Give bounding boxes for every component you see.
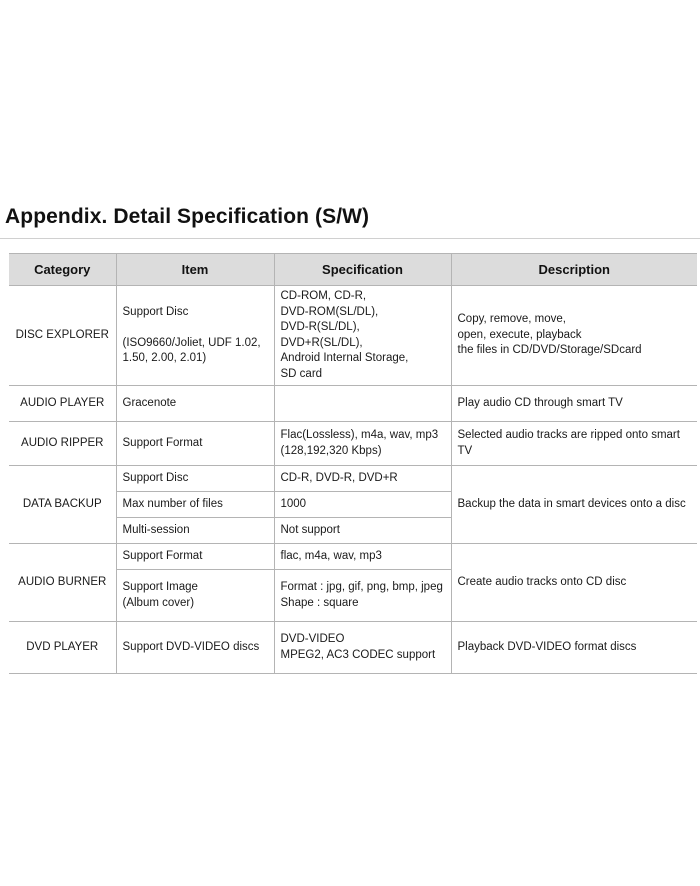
header-item: Item <box>116 254 274 286</box>
table-row <box>9 286 697 386</box>
description-cell: Play audio CD through smart TV <box>451 386 697 422</box>
page-title: Appendix. Detail Specification (S/W) <box>5 205 370 228</box>
item-cell: Gracenote <box>116 386 274 422</box>
category-cell: DATA BACKUP <box>9 466 116 544</box>
category-cell: DVD PLAYER <box>9 622 116 674</box>
table-row <box>9 466 697 492</box>
item-cell: Support Image (Album cover) <box>116 570 274 622</box>
item-cell: Max number of files <box>116 492 274 518</box>
spec-cell: CD-R, DVD-R, DVD+R <box>274 466 451 492</box>
description-cell: Copy, remove, move, open, execute, playback the files in CD/DVD/Storage/SDcard <box>451 286 697 386</box>
table-row <box>9 386 697 422</box>
spec-table <box>9 253 697 674</box>
category-cell: AUDIO PLAYER <box>9 386 116 422</box>
description-cell: Selected audio tracks are ripped onto smart TV <box>451 422 697 466</box>
header-specification: Specification <box>274 254 451 286</box>
spec-cell: Format : jpg, gif, png, bmp, jpeg Shape : square <box>274 570 451 622</box>
item-cell: Support Disc (ISO9660/Joliet, UDF 1.02, 1.50, 2.00, 2.01) <box>116 286 274 386</box>
item-cell: Support Format <box>116 422 274 466</box>
description-cell: Create audio tracks onto CD disc <box>451 544 697 622</box>
table-row <box>9 544 697 570</box>
item-cell: Support DVD-VIDEO discs <box>116 622 274 674</box>
spec-cell: flac, m4a, wav, mp3 <box>274 544 451 570</box>
description-cell: Playback DVD-VIDEO format discs <box>451 622 697 674</box>
item-cell: Support Disc <box>116 466 274 492</box>
item-cell: Support Format <box>116 544 274 570</box>
spec-cell: Not support <box>274 518 451 544</box>
header-category: Category <box>9 254 116 286</box>
table-row <box>9 622 697 674</box>
spec-cell: 1000 <box>274 492 451 518</box>
spec-cell: Flac(Lossless), m4a, wav, mp3 (128,192,320 Kbps) <box>274 422 451 466</box>
category-cell: AUDIO RIPPER <box>9 422 116 466</box>
spec-cell: CD-ROM, CD-R, DVD-ROM(SL/DL), DVD-R(SL/DL), DVD+R(SL/DL), Android Internal Storage, SD card <box>274 286 451 386</box>
title-divider <box>0 238 700 239</box>
table-row <box>9 422 697 466</box>
category-cell: DISC EXPLORER <box>9 286 116 386</box>
spec-cell <box>274 386 451 422</box>
table-header-row <box>9 254 697 286</box>
category-cell: AUDIO BURNER <box>9 544 116 622</box>
header-description: Description <box>451 254 697 286</box>
spec-cell: DVD-VIDEO MPEG2, AC3 CODEC support <box>274 622 451 674</box>
description-cell: Backup the data in smart devices onto a disc <box>451 466 697 544</box>
item-cell: Multi-session <box>116 518 274 544</box>
